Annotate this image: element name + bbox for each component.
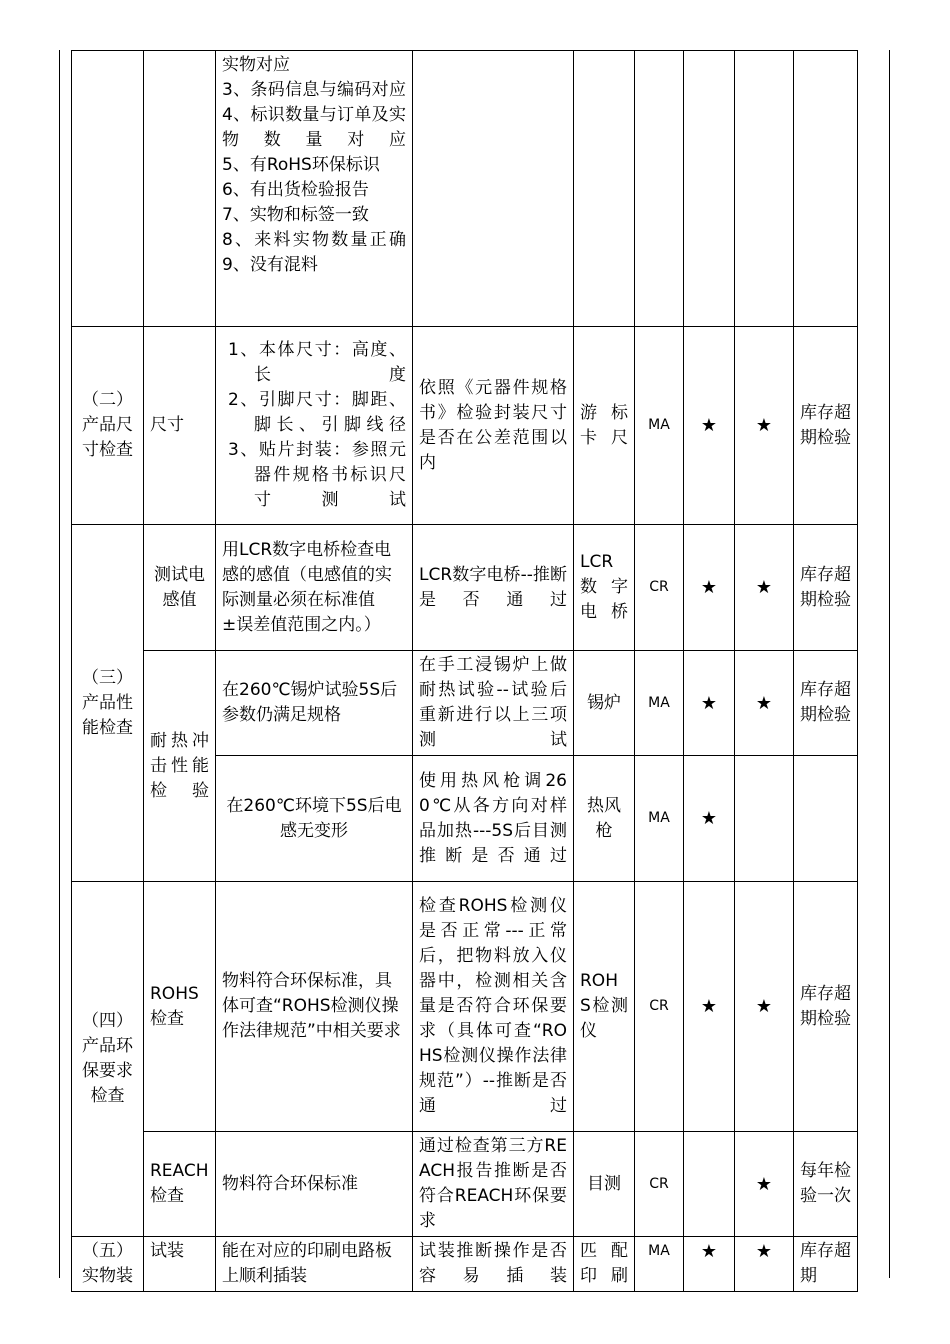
table-row — [72, 1237, 858, 1292]
item-cell: REACH检查 — [144, 1132, 216, 1237]
frequency-cell: 库存超期检验 — [794, 882, 858, 1132]
level-cell: MA — [635, 651, 684, 756]
table-row — [72, 51, 858, 327]
category-cell: （三）产品性能检查 — [72, 525, 144, 882]
standard-line: 4、标识数量与订单及实物数量对应 — [222, 105, 406, 150]
star-cell: ★ — [684, 525, 735, 651]
standard-cell: 用LCR数字电桥检查电感的感值（电感值的实际测量必须在标准值±误差值范围之内。） — [216, 525, 413, 651]
standard-cell: 物料符合环保标准 — [216, 1132, 413, 1237]
standard-line: 实物对应 — [222, 55, 290, 75]
frequency-cell — [794, 51, 858, 327]
standard-cell — [216, 51, 413, 327]
item-cell: 尺寸 — [144, 327, 216, 525]
category-cell: （二）产品尺寸检查 — [72, 327, 144, 525]
method-cell — [413, 51, 574, 327]
tool-cell: 匹配印刷 — [574, 1237, 635, 1292]
frequency-cell: 库存超期检验 — [794, 525, 858, 651]
method-cell: 检查ROHS检测仪是否正常---正常后，把物料放入仪器中，检测相关含量是否符合环保要求（具体可查“ROHS检测仪操作法律规范”）--推断是否通过 — [413, 882, 574, 1132]
standard-line: 3、条码信息与编码对应 — [222, 80, 406, 100]
star-cell — [735, 756, 794, 882]
standard-line: 9、没有混料 — [222, 255, 318, 275]
item-cell: 耐热冲击性能检验 — [144, 651, 216, 882]
tool-cell: 目测 — [574, 1132, 635, 1237]
star-cell: ★ — [684, 651, 735, 756]
frequency-cell: 库存超期 — [794, 1237, 858, 1292]
standard-cell: 能在对应的印刷电路板上顺利插装 — [216, 1237, 413, 1292]
level-cell: MA — [635, 327, 684, 525]
table-row — [72, 651, 858, 756]
standard-line: 3、贴片封装：参照元器件规格书标识尺寸测试 — [228, 440, 406, 510]
item-cell — [144, 51, 216, 327]
category-cell — [72, 51, 144, 327]
star-cell: ★ — [684, 1237, 735, 1292]
frequency-cell: 库存超期检验 — [794, 327, 858, 525]
item-cell: 测试电感值 — [144, 525, 216, 651]
category-cell: （五）实物装 — [72, 1237, 144, 1292]
level-cell: CR — [635, 882, 684, 1132]
tool-cell: ROHS检测仪 — [574, 882, 635, 1132]
frequency-cell: 每年检验一次 — [794, 1132, 858, 1237]
star-cell: ★ — [735, 525, 794, 651]
star-cell: ★ — [684, 882, 735, 1132]
level-cell — [635, 51, 684, 327]
star-cell: ★ — [735, 1237, 794, 1292]
star-cell — [735, 51, 794, 327]
standard-line: 8、来料实物数量正确 — [222, 230, 406, 250]
method-cell: LCR数字电桥--推断是否通过 — [413, 525, 574, 651]
star-cell: ★ — [684, 327, 735, 525]
category-cell: （四）产品环保要求检查 — [72, 882, 144, 1237]
standard-line: 1、本体尺寸：高度、长度 — [228, 340, 406, 385]
level-cell: CR — [635, 525, 684, 651]
level-cell: MA — [635, 756, 684, 882]
tool-cell: 游标卡尺 — [574, 327, 635, 525]
method-cell: 试装推断操作是否容易插装 — [413, 1237, 574, 1292]
method-cell: 通过检查第三方REACH报告推断是否符合REACH环保要求 — [413, 1132, 574, 1237]
level-cell: CR — [635, 1132, 684, 1237]
table-row — [72, 525, 858, 651]
item-cell: ROHS检查 — [144, 882, 216, 1132]
tool-cell: 热风枪 — [574, 756, 635, 882]
table-row — [72, 882, 858, 1132]
star-cell: ★ — [684, 756, 735, 882]
star-cell — [684, 51, 735, 327]
standard-cell: 物料符合环保标准，具体可查“ROHS检测仪操作法律规范”中相关要求 — [216, 882, 413, 1132]
frequency-cell: 库存超期检验 — [794, 651, 858, 756]
standard-line: 2、引脚尺寸：脚距、脚长、引脚线径 — [228, 390, 406, 435]
tool-cell: LCR数字电桥 — [574, 525, 635, 651]
method-cell: 使用热风枪调260℃从各方向对样品加热---5S后目测推断是否通过 — [413, 756, 574, 882]
table-row — [72, 1132, 858, 1237]
star-cell — [684, 1132, 735, 1237]
star-cell: ★ — [735, 327, 794, 525]
inspection-table — [71, 50, 858, 1292]
item-cell: 试装 — [144, 1237, 216, 1292]
method-cell: 依照《元器件规格书》检验封装尺寸是否在公差范围以内 — [413, 327, 574, 525]
method-cell: 在手工浸锡炉上做耐热试验--试验后重新进行以上三项测试 — [413, 651, 574, 756]
star-cell: ★ — [735, 651, 794, 756]
level-cell: MA — [635, 1237, 684, 1292]
frequency-cell — [794, 756, 858, 882]
standard-line: 5、有RoHS环保标识 — [222, 155, 380, 175]
star-cell: ★ — [735, 882, 794, 1132]
table-row — [72, 327, 858, 525]
standard-cell: 在260℃环境下5S后电感无变形 — [216, 756, 413, 882]
standard-line: 6、有出货检验报告 — [222, 180, 369, 200]
standard-cell — [216, 327, 413, 525]
standard-cell: 在260℃锡炉试验5S后参数仍满足规格 — [216, 651, 413, 756]
standard-line: 7、实物和标签一致 — [222, 205, 369, 225]
star-cell: ★ — [735, 1132, 794, 1237]
tool-cell: 锡炉 — [574, 651, 635, 756]
tool-cell — [574, 51, 635, 327]
